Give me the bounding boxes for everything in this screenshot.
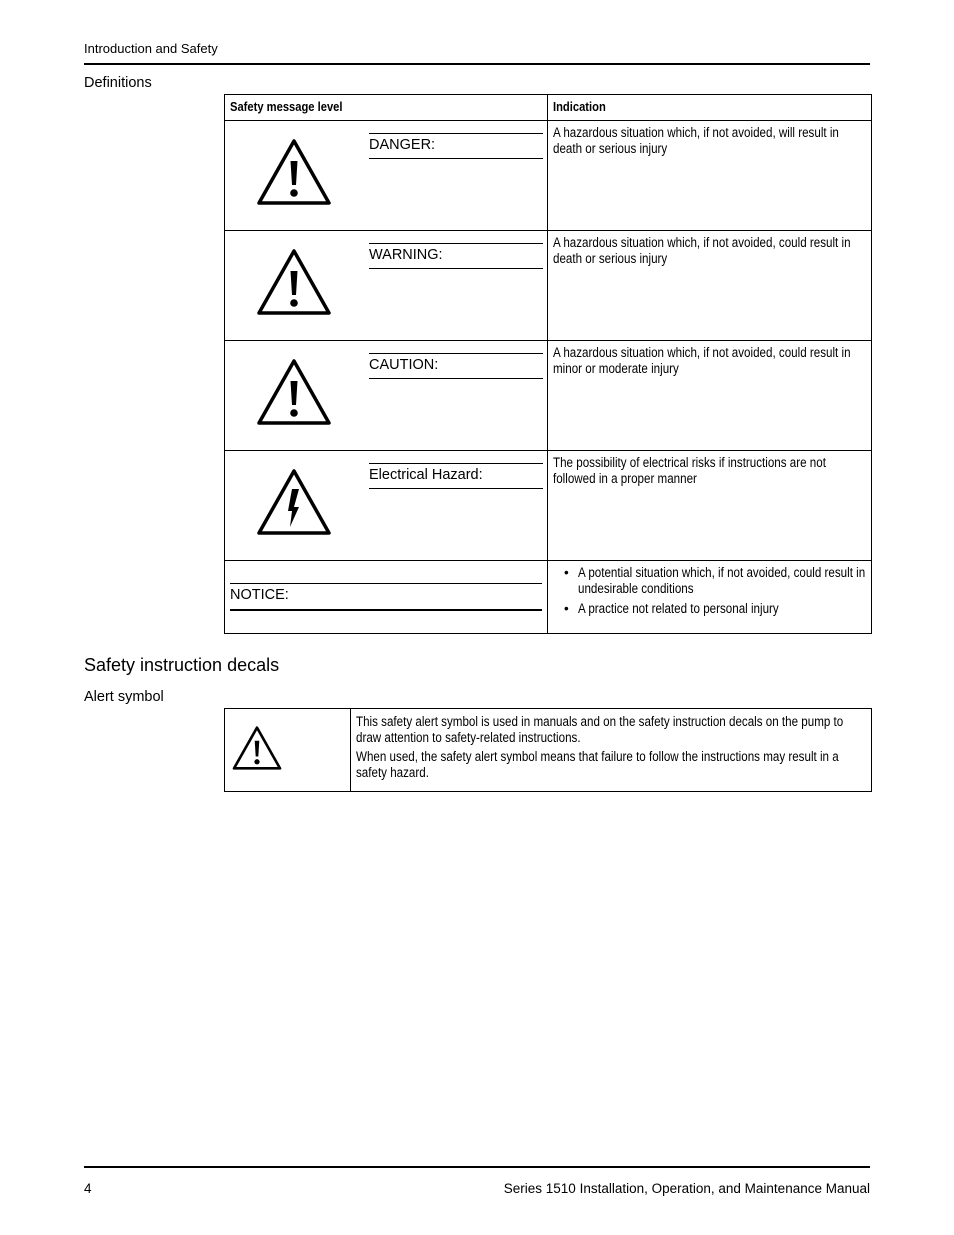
column-header-level: Safety message level <box>225 95 548 121</box>
list-item: • A potential situation which, if not avoided, could result in undesirable conditions <box>564 565 871 597</box>
warning-indication: A hazardous situation which, if not avoided, could result in death or serious injury <box>553 235 851 266</box>
table-row <box>225 121 872 231</box>
definitions-table <box>224 94 872 634</box>
header-rule <box>84 63 870 65</box>
table-row <box>225 561 872 634</box>
notice-bullets <box>548 561 871 617</box>
header-section-title: Introduction and Safety <box>84 41 218 56</box>
safety-alert-icon <box>231 725 283 771</box>
alert-symbol-table <box>224 708 872 792</box>
table-row <box>225 709 872 792</box>
caution-triangle-icon <box>255 357 333 427</box>
table-row <box>225 231 872 341</box>
danger-warning-triangle-icon <box>255 137 333 207</box>
electrical-hazard-icon <box>255 467 333 537</box>
table-row <box>225 341 872 451</box>
notice-label: NOTICE: <box>230 583 542 611</box>
danger-indication: A hazardous situation which, if not avoided, will result in death or serious injury <box>553 125 839 156</box>
warning-label: WARNING: <box>369 243 543 269</box>
manual-title: Series 1510 Installation, Operation, and Maintenance Manual <box>503 1181 870 1196</box>
danger-label: DANGER: <box>369 133 543 159</box>
footer-rule <box>84 1166 870 1168</box>
warning-triangle-icon <box>255 247 333 317</box>
table-row <box>225 451 872 561</box>
list-item: • A practice not related to personal injury <box>564 601 871 617</box>
caution-indication: A hazardous situation which, if not avoided, could result in minor or moderate injury <box>553 345 851 376</box>
electrical-hazard-label: Electrical Hazard: <box>369 463 543 489</box>
definitions-label: Definitions <box>84 75 152 91</box>
alert-symbol-label: Alert symbol <box>84 689 164 705</box>
caution-label: CAUTION: <box>369 353 543 379</box>
column-header-indication: Indication <box>548 95 872 121</box>
electrical-hazard-indication: The possibility of electrical risks if instructions are not followed in a proper manner <box>553 455 826 486</box>
decals-heading: Safety instruction decals <box>84 655 280 675</box>
alert-description-2: When used, the safety alert symbol means that failure to follow the instructions may result in a safety hazard. <box>356 749 839 780</box>
page-number: 4 <box>84 1181 92 1196</box>
alert-description-1: This safety alert symbol is used in manuals and on the safety instruction decals on the pump to draw attention to safety-related instructions. <box>356 714 844 745</box>
